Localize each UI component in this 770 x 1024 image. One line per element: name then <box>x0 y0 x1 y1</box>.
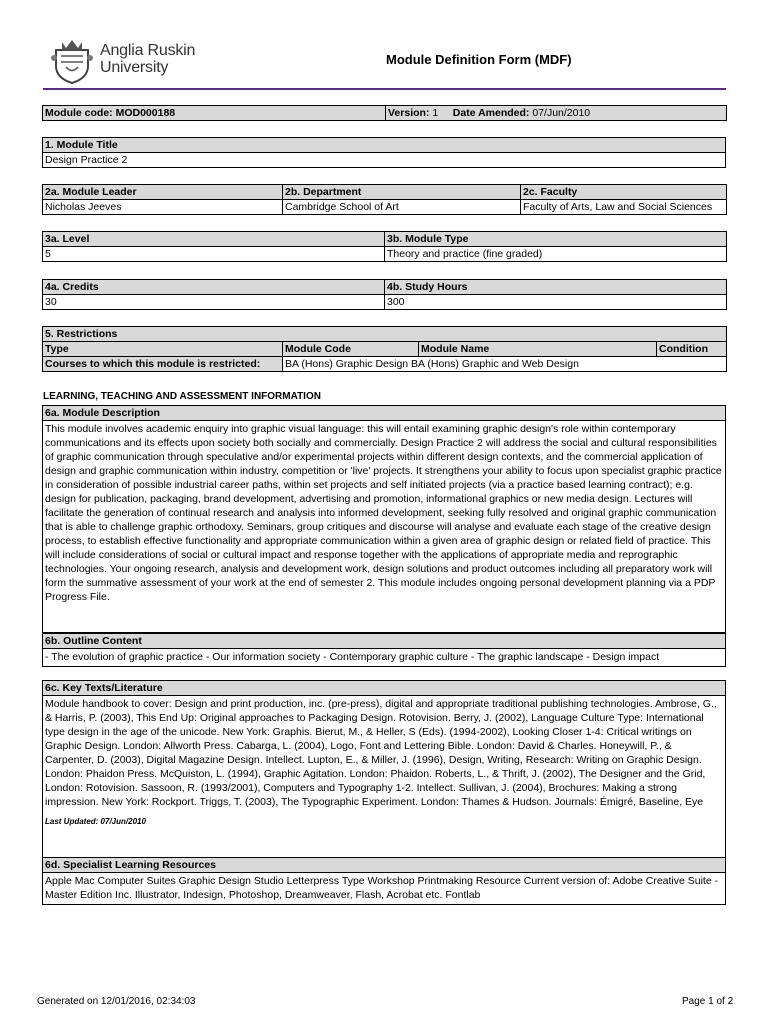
level-table <box>42 231 727 262</box>
module-type-heading: 3b. Module Type <box>385 232 727 247</box>
module-leader-value: Nicholas Jeeves <box>43 200 283 215</box>
description-text: This module involves academic enquiry into graphic visual language: this will entail examining graphic design's role within contemporary communications and its effects upon society both socially and commercially. Design Practice 2 will address the social and cultural responsibilities of graphic communication through speculative and/or experimental projects within different design contexts, and the commercial application of design and graphic communication within industry, competition or 'live' projects. It strengthens your ability to focus upon specialist graphic practice in consideration of possible industrial career paths, within set projects and self initiated projects (via a practice based learning contract); e.g. design for publication, packaging, brand development, advertising and promotion, informational graphics or new media design. Lectures will facilitate the generation of continual research and analysis into informed development, seeking fully resolved and original graphic communication that is able to challenge graphic orthodoxy. Seminars, group critiques and discourse will analyse and evaluate each stage of the creative design process, to establish effective functionality and appropriate communication within a given area of graphic design or related field of practice. This will include considerations of social or cultural impact and response together with the applications of appropriate media and reprographic technologies. Your ongoing research, analysis and development work, design solutions and product outcomes including all preparatory work will form the summative assessment of your work at the end of semester 2. This module includes ongoing personal development planning via a PDP Progress File. <box>43 421 726 633</box>
key-texts-text: Module handbook to cover: Design and print production, inc. (pre-press), digital and appropriate traditional publishing technologies. Ambrose, G., & Harris, P. (2003), This End Up: Original approaches to Packaging Design. Rotovision. Berry, J. (2002), Language Culture Type: International type design in the age of the unicode. New York: Graphis. Bierut, M., & Heller, S (Eds). (1994-2002), Looking Closer 1-4: Critical writings on Graphic Design. London: Allworth Press. Cabarga, L. (2004), Logo, Font and Lettering Bible. London: David & Charles. Honeywill, P., & Carpenter, D. (2003), Digital Magazine Design. Intellect. Lupton, E., & Miller, J. (1996), Design, Writing, Research: Writing on Graphic Design. London: Phaidon Press. McQuiston, L. (1994), Graphic Agitation. London: Phaidon. Roberts, L., & Thrift, J. (2002), The Designer and the Grid, London: Rotovision. Sassoon, R. (1993/2001), Computers and Typography 1-2. Intellect. Sullivan, J. (2004), Brochures: Making a strong impression. New York: Rockport. Triggs, T. (2003), The Typographic Experiment. London: Thames & Hudson. Journals: Émigré, Baseline, Eye <box>45 698 717 808</box>
study-hours-value: 300 <box>385 295 727 310</box>
module-code-table <box>42 105 727 121</box>
description-table <box>42 405 726 633</box>
header-divider <box>43 88 726 90</box>
last-updated-note: Last Updated: 07/Jun/2010 <box>45 817 146 826</box>
restrictions-row-value: BA (Hons) Graphic Design BA (Hons) Graphic and Web Design <box>283 357 727 372</box>
outline-heading: 6b. Outline Content <box>43 634 726 649</box>
outline-table <box>42 633 726 667</box>
restrictions-heading: 5. Restrictions <box>43 327 727 342</box>
module-type-value: Theory and practice (fine graded) <box>385 247 727 262</box>
description-heading: 6a. Module Description <box>43 406 726 421</box>
logo-line-2: University <box>100 59 169 76</box>
restrictions-type-header: Type <box>43 342 283 357</box>
page-title: Module Definition Form (MDF) <box>386 52 572 67</box>
department-heading: 2b. Department <box>283 185 521 200</box>
credits-heading: 4a. Credits <box>43 280 385 295</box>
version-cell <box>386 106 727 121</box>
credits-value: 30 <box>43 295 385 310</box>
module-title-table <box>42 137 726 168</box>
module-title-value: Design Practice 2 <box>43 153 726 168</box>
study-hours-heading: 4b. Study Hours <box>385 280 727 295</box>
generated-timestamp: Generated on 12/01/2016, 02:34:03 <box>37 996 196 1007</box>
faculty-value: Faculty of Arts, Law and Social Sciences <box>521 200 727 215</box>
outline-text: - The evolution of graphic practice - Our information society - Contemporary graphic culture - The graphic landscape - Design impact <box>43 649 726 667</box>
restrictions-name-header: Module Name <box>419 342 657 357</box>
restrictions-table <box>42 326 727 372</box>
version-value: 1 <box>432 107 439 119</box>
page-header <box>0 0 770 90</box>
restrictions-condition-header: Condition <box>657 342 727 357</box>
key-texts-table <box>42 680 726 860</box>
key-texts-heading: 6c. Key Texts/Literature <box>43 681 726 696</box>
module-leader-heading: 2a. Module Leader <box>43 185 283 200</box>
university-crest-icon <box>50 36 94 84</box>
restrictions-code-header: Module Code <box>283 342 419 357</box>
module-code-cell <box>43 106 386 121</box>
level-value: 5 <box>43 247 385 262</box>
module-code-label: Module code: <box>45 107 113 119</box>
faculty-heading: 2c. Faculty <box>521 185 727 200</box>
date-amended-label: Date Amended: <box>452 107 530 119</box>
page-number: Page 1 of 2 <box>682 996 734 1007</box>
university-logo-text <box>100 42 195 76</box>
leader-table <box>42 184 727 215</box>
resources-table <box>42 857 726 905</box>
module-code-value: MOD000188 <box>115 107 176 119</box>
module-title-heading: 1. Module Title <box>43 138 726 153</box>
logo-line-1: Anglia Ruskin <box>100 42 196 59</box>
resources-text: Apple Mac Computer Suites Graphic Design Studio Letterpress Type Workshop Printmaking Resource Current version of: Adobe Creative Suite - Master Edition Inc. Illustrator, Indesign, Photoshop, Dreamweaver, Flash, Acrobat etc. Fontlab <box>43 873 726 905</box>
version-label: Version: <box>388 107 430 119</box>
restrictions-row-label: Courses to which this module is restricted: <box>43 357 283 372</box>
resources-heading: 6d. Specialist Learning Resources <box>43 858 726 873</box>
date-amended-value: 07/Jun/2010 <box>532 107 591 119</box>
lta-heading: LEARNING, TEACHING AND ASSESSMENT INFORMATION <box>43 391 321 402</box>
credits-table <box>42 279 727 310</box>
key-texts-cell <box>43 696 726 860</box>
department-value: Cambridge School of Art <box>283 200 521 215</box>
level-heading: 3a. Level <box>43 232 385 247</box>
